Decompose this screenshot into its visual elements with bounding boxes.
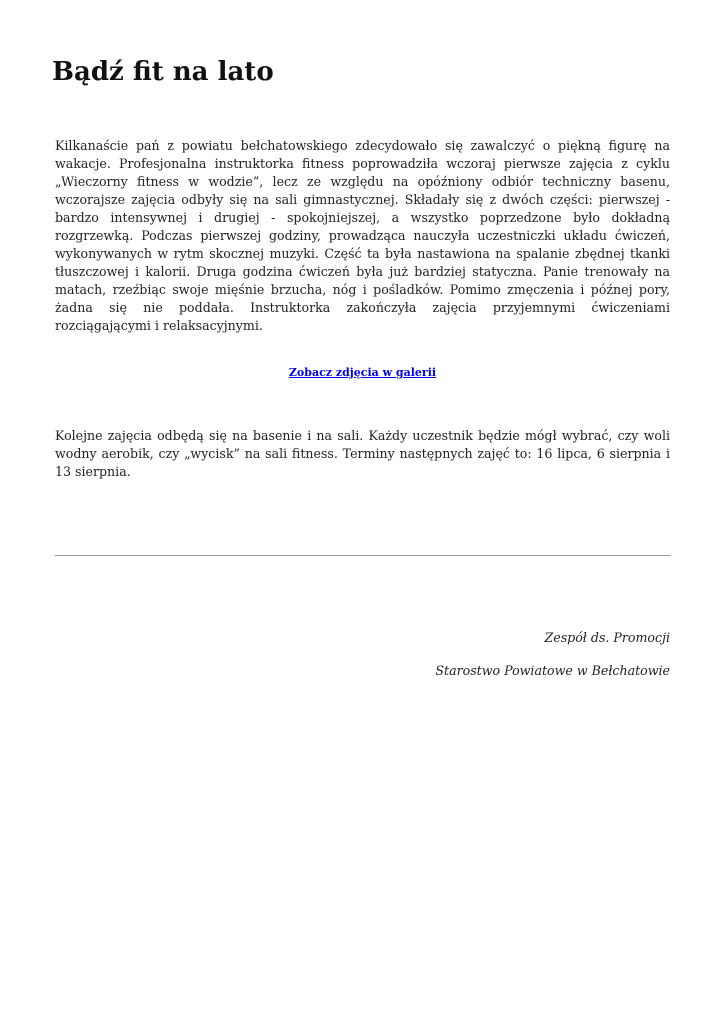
divider [55, 555, 670, 556]
article-paragraph-2: Kolejne zajęcia odbędą się na basenie i na sali. Każdy uczestnik będzie mógł wybrać, czy woli wodny aerobik, czy „wycisk” na sali fitness. Terminy następnych zajęć to: 16 lipca, 6 sierpnia i 13 sierpnia. [55, 428, 670, 479]
gallery-link[interactable]: Zobacz zdjęcia w galerii [288, 366, 437, 379]
page-title: Bądź fit na lato [52, 57, 274, 87]
article-paragraph-1: Kilkanaście pań z powiatu bełchatowskiego zdecydowało się zawalczyć o piękną figurę na wakacje. Profesjonalna instruktorka fitness poprowadziła wczoraj pierwsze zajęcia z cyklu „Wieczorny fitness w wodzie”, lecz ze względu na opóźniony odbiór techniczny basenu, wczorajsze zajęcia odbyły się na sali gimnastycznej. Składały się z dwóch części: pierwszej - bardzo intensywnej i drugiej - spokojniejszej, a wszystko poprzedzone było dokładną rozgrzewką. Podczas pierwszej godziny, prowadząca nauczyła uczestniczki układu ćwiczeń, wykonywanych w rytm skocznej muzyki. Część ta była nastawiona na spalanie zbędnej tkanki tłuszczowej i kalorii. Druga godzina ćwiczeń była już bardziej statyczna. Panie trenowały na matach, rzeźbiąc swoje mięśnie brzucha, nóg i pośladków. Pomimo zmęczenia i późnej pory, żadna się nie poddała. Instruktorka zakończyła zajęcia przyjemnymi ćwiczeniami rozciągającymi i relaksacyjnymi. [55, 138, 670, 333]
signature-office: Starostwo Powiatowe w Bełchatowie [435, 663, 670, 678]
signature-team: Zespół ds. Promocji [544, 630, 670, 645]
gallery-link-container [55, 361, 670, 381]
